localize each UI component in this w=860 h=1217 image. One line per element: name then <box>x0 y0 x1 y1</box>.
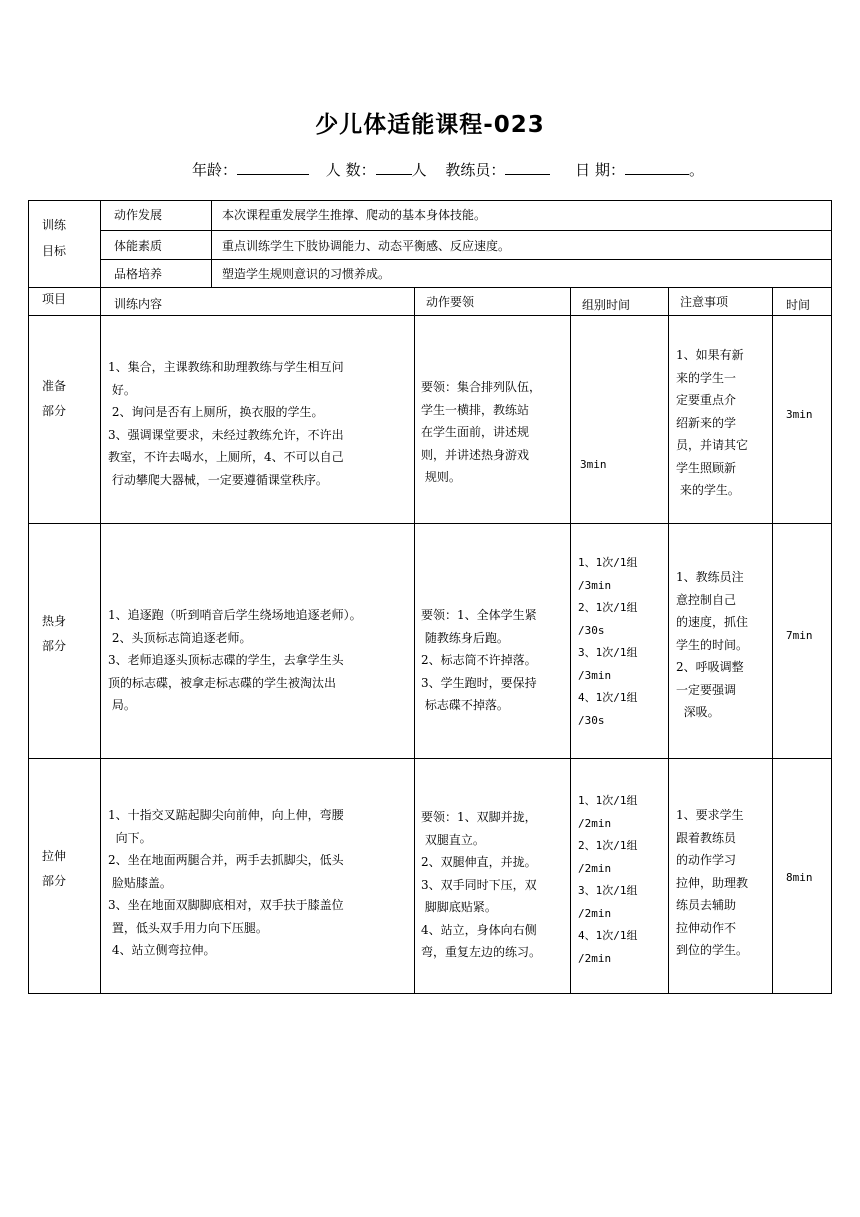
section-group-time: 1、1次/1组 /2min 2、1次/1组 /2min 3、1次/1组 /2min 4、1次/1组 /2min <box>578 794 638 965</box>
goals-label-line1: 训练 <box>42 218 67 232</box>
count-blank[interactable] <box>376 160 412 175</box>
coach-label: 教练员： <box>445 161 506 179</box>
section-notes: 1、教练员注 意控制自己 的速度，抓住 学生的时间。 2、呼吸调整 一定要强调 深吸。 <box>676 570 749 719</box>
count-label: 人 数： <box>325 161 376 179</box>
section-name: 准备 <box>42 379 67 393</box>
header-notes: 注意事项 <box>680 295 729 309</box>
page-title: 少儿体适能课程-023 <box>315 112 545 138</box>
section-time: 7min <box>786 629 813 642</box>
header-time: 时间 <box>786 298 811 312</box>
goal-name: 品格培养 <box>114 267 163 281</box>
goal-text: 重点训练学生下肢协调能力、动态平衡感、反应速度。 <box>222 239 511 253</box>
section-content: 1、十指交叉踮起脚尖向前伸，向上伸，弯腰 向下。 2、坐在地面两腿合并，两手去抓脚尖，低头 脸贴膝盖。 3、坐在地面双脚脚底相对，双手扶于膝盖位 置，低头双手用力向下压腿。 4、站立侧弯拉伸。 <box>108 808 344 957</box>
header-group-time: 组别时间 <box>582 298 631 312</box>
section-group-time: 3min <box>580 458 607 471</box>
section-name: 热身 <box>42 614 67 628</box>
header-item: 项目 <box>42 292 67 306</box>
section-name: 部分 <box>42 874 67 888</box>
age-blank[interactable] <box>237 160 309 175</box>
header-essentials: 动作要领 <box>426 295 475 309</box>
section-time: 3min <box>786 408 813 421</box>
section-content: 1、追逐跑（听到哨音后学生绕场地追逐老师）。 2、头顶标志筒追逐老师。 3、老师追逐头顶标志碟的学生，去拿学生头 顶的标志碟，被拿走标志碟的学生被淘汰出 局。 <box>108 608 362 712</box>
section-notes: 1、要求学生 跟着教练员 的动作学习 拉伸，助理教 练员去辅助 拉伸动作不 到位的学生。 <box>676 808 749 957</box>
date-label: 日 期： <box>575 161 625 179</box>
section-essentials: 要领：1、全体学生紧 随教练身后跑。 2、标志筒不许掉落。 3、学生跑时，要保持 标志碟不掉落。 <box>421 608 537 712</box>
section-notes: 1、如果有新 来的学生一 定要重点介 绍新来的学 员，并请其它 学生照顾新 来的学生。 <box>676 348 749 497</box>
goal-name: 体能素质 <box>114 239 163 253</box>
header-content: 训练内容 <box>114 297 163 311</box>
goal-text: 塑造学生规则意识的习惯养成。 <box>222 267 391 281</box>
section-name: 部分 <box>42 404 67 418</box>
coach-blank[interactable] <box>505 160 550 175</box>
info-line <box>192 159 704 180</box>
goals-label-line2: 目标 <box>42 244 67 258</box>
section-essentials: 要领：集合排列队伍， 学生一横排，教练站 在学生面前，讲述规 则，并讲述热身游戏 规则。 <box>421 380 542 484</box>
goal-text: 本次课程重发展学生推撑、爬动的基本身体技能。 <box>222 208 487 222</box>
section-content: 1、集合，主课教练和助理教练与学生相互问 好。 2、询问是否有上厕所，换衣服的学生。 3、强调课堂要求，未经过教练允许，不许出 教室，不许去喝水，上厕所，4、不可以自己 行动攀爬大器械，一定要遵循课堂秩序。 <box>108 360 344 487</box>
section-time: 8min <box>786 871 813 884</box>
section-name: 部分 <box>42 639 67 653</box>
age-label: 年龄： <box>192 161 238 179</box>
end-mark: 。 <box>688 161 704 179</box>
count-unit: 人 <box>411 161 427 179</box>
section-essentials: 要领：1、双脚并拢， 双腿直立。 2、双腿伸直，并拢。 3、双手同时下压，双 脚脚底贴紧。 4、站立，身体向右侧 弯，重复左边的练习。 <box>421 810 542 959</box>
section-name: 拉伸 <box>42 849 67 863</box>
goal-name: 动作发展 <box>114 208 163 222</box>
date-blank[interactable] <box>625 160 689 175</box>
section-group-time: 1、1次/1组 /3min 2、1次/1组 /30s 3、1次/1组 /3min 4、1次/1组 /30s <box>578 556 638 727</box>
